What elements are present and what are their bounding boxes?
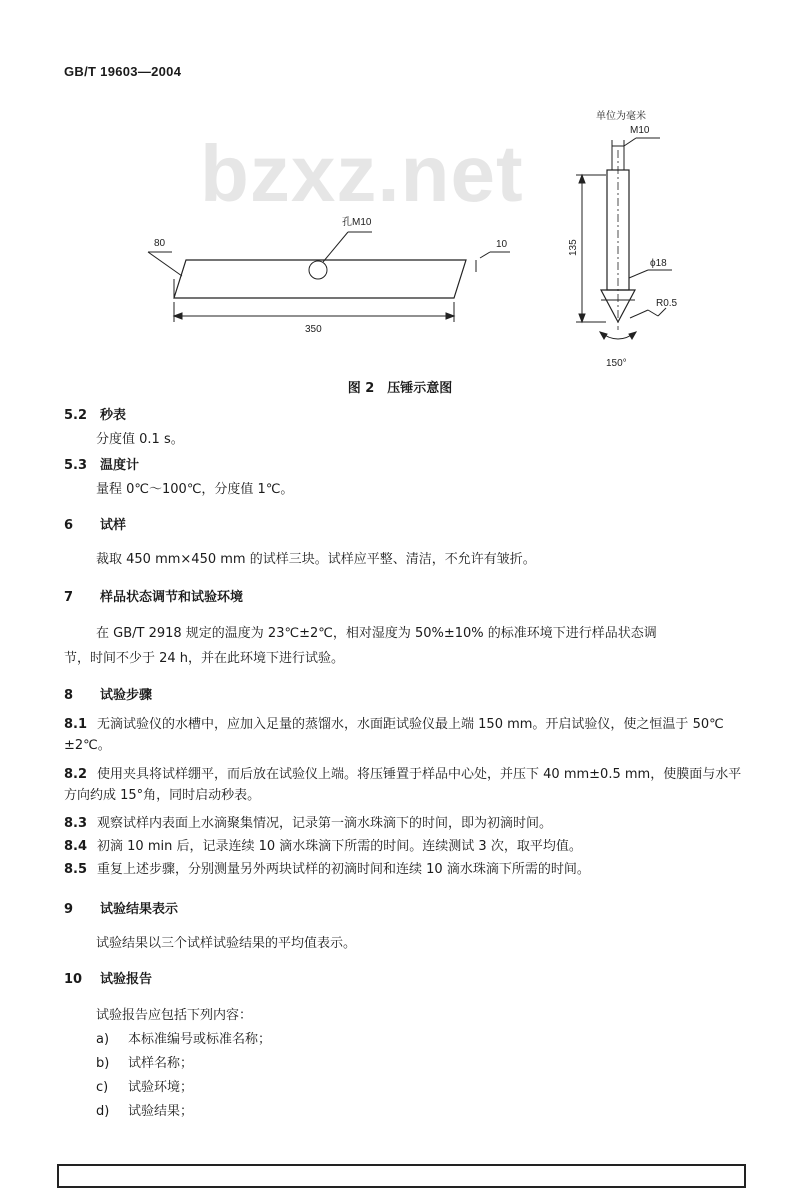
dim-left-label: 80 (154, 238, 166, 249)
report-list-item (96, 1100, 193, 1119)
list-label: b) (96, 1056, 110, 1071)
dim-bottom-label: 350 (305, 324, 322, 335)
section-heading (64, 898, 178, 917)
section-title: 试样 (100, 518, 127, 533)
step-item (64, 813, 744, 834)
pressure-hammer-figure (0, 100, 800, 380)
section-body: 量程 0℃～100℃，分度值 1℃。 (96, 482, 294, 497)
report-list-item (96, 1052, 193, 1071)
step-text: 重复上述步骤，分别测量另外两块试样的初滴时间和连续 10 滴水珠滴下所需的时间。 (97, 862, 590, 877)
section-title: 秒表 (100, 408, 127, 423)
section-heading (64, 454, 139, 473)
section-number: 5.2 (64, 408, 88, 423)
section-number: 7 (64, 590, 74, 605)
page-bottom-frame (57, 1164, 746, 1188)
step-text: 使用夹具将试样绷平，而后放在试验仪上端。将压锤置于样品中心处，并压下 40 mm±0.5 mm，使膜面与水平方向约成 15°角，同时启动秒表。 (64, 767, 742, 803)
section-body: 试验结果以三个试样试验结果的平均值表示。 (96, 936, 357, 951)
unit-note: 单位为毫米 (596, 111, 646, 122)
section-body: 裁取 450 mm×450 mm 的试样三块。试样应平整、清洁，不允许有皱折。 (96, 552, 536, 567)
step-number: 8.4 (64, 839, 88, 854)
step-text: 初滴 10 min 后，记录连续 10 滴水珠滴下所需的时间。连续测试 3 次，取平均值。 (97, 839, 582, 854)
step-number: 8.5 (64, 862, 88, 877)
tip-angle-label: 150° (606, 358, 627, 369)
step-number: 8.3 (64, 816, 88, 831)
hole-circle (309, 261, 327, 279)
list-label: d) (96, 1104, 110, 1119)
step-text: 观察试样内表面上水滴聚集情况，记录第一滴水珠滴下的时间，即为初滴时间。 (97, 816, 553, 831)
section-heading (64, 514, 126, 533)
step-text: 无滴试验仪的水槽中，应加入足量的蒸馏水，水面距试验仪最上端 150 mm。开启试验仪，使之恒温于 50℃±2℃。 (64, 717, 724, 753)
section-number: 10 (64, 972, 83, 987)
section-body-line: 在 GB/T 2918 规定的温度为 23℃±2℃，相对湿度为 50%±10% 的标准环境下进行样品状态调 (96, 626, 657, 641)
step-number: 8.2 (64, 767, 88, 782)
section-title: 温度计 (100, 458, 140, 473)
section-title: 试验报告 (100, 972, 153, 987)
section-number: 8 (64, 688, 74, 703)
section-heading (64, 968, 152, 987)
list-text: 试验环境； (128, 1080, 194, 1095)
dim-right-label: 10 (496, 239, 508, 250)
step-item (64, 714, 744, 756)
report-list-item (96, 1028, 271, 1047)
list-label: a) (96, 1032, 110, 1047)
report-list-item (96, 1076, 193, 1095)
step-item (64, 836, 744, 857)
standard-code: GB/T 19603—2004 (64, 64, 182, 79)
rod-top-label: M10 (630, 125, 650, 136)
list-text: 试验结果； (128, 1104, 194, 1119)
list-text: 本标准编号或标准名称； (128, 1032, 272, 1047)
section-heading (64, 404, 126, 423)
section-title: 试验步骤 (100, 688, 153, 703)
list-label: c) (96, 1080, 109, 1095)
section-heading (64, 586, 243, 605)
step-item (64, 859, 744, 880)
figure-caption: 图 2 压锤示意图 (347, 381, 453, 396)
list-text: 试样名称； (128, 1056, 194, 1071)
section-body: 试验报告应包括下列内容： (96, 1008, 253, 1023)
section-body-line: 节，时间不少于 24 h，并在此环境下进行试验。 (64, 651, 345, 666)
hole-label: 孔M10 (342, 217, 372, 228)
section-title: 样品状态调节和试验环境 (100, 590, 244, 605)
tip-radius-label: R0.5 (656, 298, 678, 309)
section-number: 9 (64, 902, 74, 917)
section-number: 5.3 (64, 458, 88, 473)
section-title: 试验结果表示 (100, 902, 179, 917)
rod-diameter-label: ϕ18 (650, 258, 667, 269)
step-item (64, 764, 744, 806)
rod-length-label: 135 (568, 239, 579, 256)
watermark: bzxz.net (200, 129, 524, 218)
step-number: 8.1 (64, 717, 88, 732)
section-heading (64, 684, 152, 703)
section-body: 分度值 0.1 s。 (96, 432, 184, 447)
section-number: 6 (64, 518, 74, 533)
